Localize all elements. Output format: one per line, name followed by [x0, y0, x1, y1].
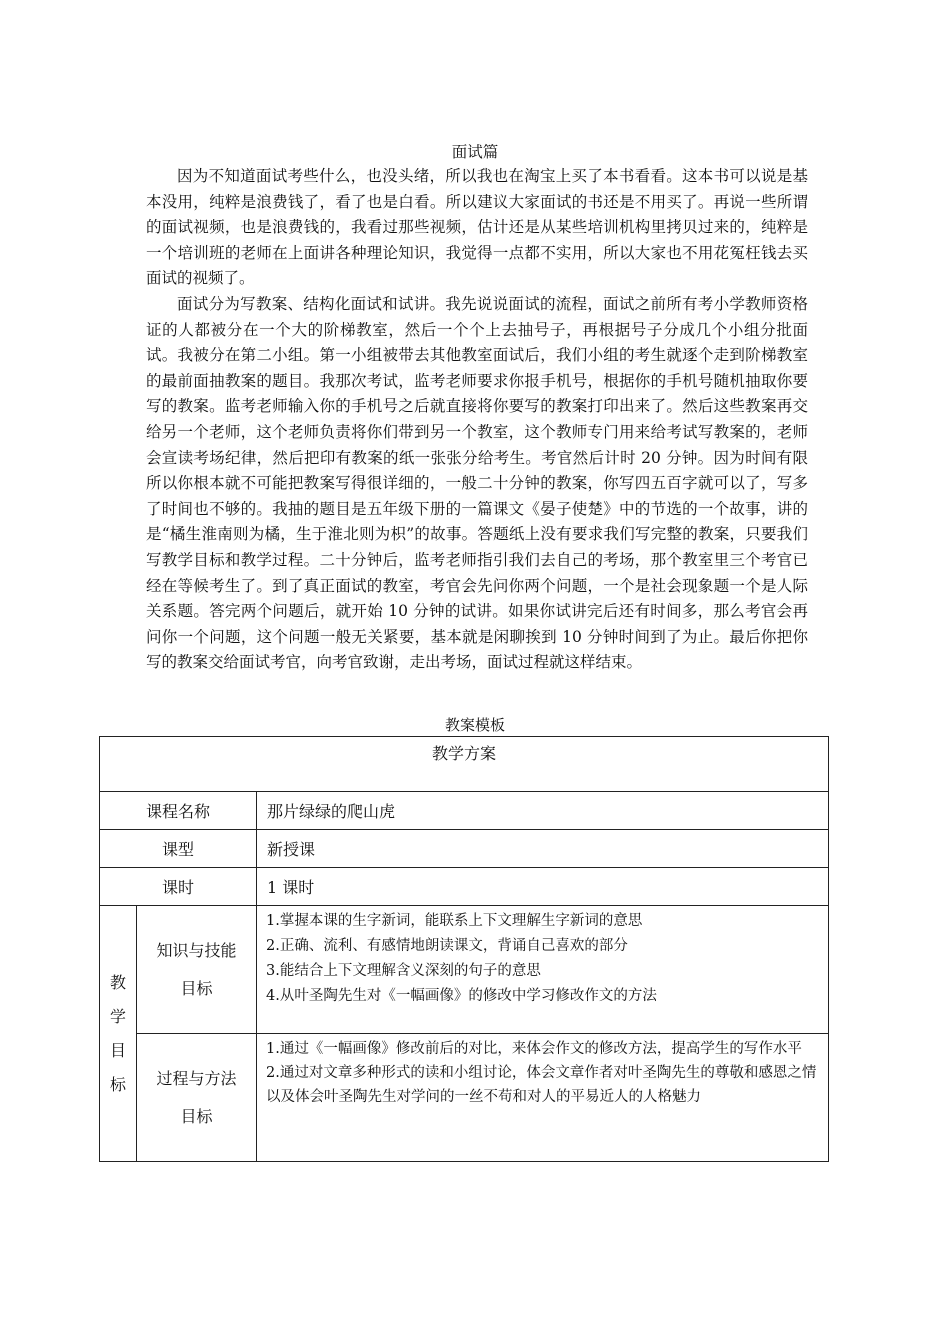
list-item: 2.正确、流利、有感情地朗读课文，背诵自己喜欢的部分 — [266, 938, 628, 954]
table-row — [100, 737, 829, 792]
row-value: 新授课 — [257, 830, 829, 868]
table-caption: 教案模板 — [444, 716, 505, 734]
table-row — [100, 906, 829, 1034]
plan-heading: 教学方案 — [100, 737, 829, 792]
list-item: 3.能结合上下文理解含义深刻的句子的意思 — [266, 963, 541, 979]
knowledge-goal-list — [257, 906, 829, 1034]
list-item: 4.从叶圣陶先生对《一幅画像》的修改中学习修改作文的方法 — [266, 988, 657, 1004]
process-goal-list — [257, 1034, 829, 1162]
paragraph: 面试分为写教案、结构化面试和试讲。我先说说面试的流程，面试之前所有考小学教师资格证的人都被分在一个大的阶梯教室，然后一个个上去抽号子，再根据号子分成几个小组分批面试。我被分在第二小组。第一小组被带去其他教室面试后，我们小组的考生就逐个走到阶梯教室的最前面抽教案的题目。我那次考试，监考老师要求你报手机号，根据你的手机号随机抽取你要写的教案。监考老师输入你的手机号之后就直接将你要写的教案打印出来了。然后这些教案再交给另一个老师，这个老师负责将你们带到另一个教室，这个教师专门用来给考试写教案的，老师会宣读考场纪律，然后把印有教案的纸一张张分给考生。考官然后计时 20 分钟。因为时间有限所以你根本就不可能把教案写得很详细的，一般二十分钟的教案，你写四五百字就可以了，写多了时间也不够的。我抽的题目是五年级下册的一篇课文《晏子使楚》中的节选的一个故事，讲的是“橘生淮南则为橘，生于淮北则为枳”的故事。答题纸上没有要求我们写完整的教案，只要我们写教学目标和教学过程。二十分钟后，监考老师指引我们去自己的考场，那个教室里三个考官已经在等候考生了。到了真正面试的教室，考官会先问你两个问题，一个是社会现象题一个是人际关系题。答完两个问题后，就开始 10 分钟的试讲。如果你试讲完后还有时间多，那么考官会再问你一个问题，这个问题一般无关紧要，基本就是闲聊挨到 10 分钟时间到了为止。最后你把你写的教案交给面试考官，向考官致谢，走出考场，面试过程就这样结束。 — [146, 294, 808, 672]
table-row — [100, 792, 829, 830]
paragraph: 因为不知道面试考些什么，也没头绪，所以我也在淘宝上买了本书看看。这本书可以说是基本没用，纯粹是浪费钱了，看了也是白看。所以建议大家面试的书还是不用买了。再说一些所谓的面试视频，也是浪费钱的，我看过那些视频，估计还是从某些培训机构里拷贝过来的，纯粹是一个培训班的老师在上面讲各种理论知识，我觉得一点都不实用，所以大家也不用花冤枉钱去买面试的视频了。 — [146, 167, 808, 288]
row-value: 1 课时 — [257, 868, 829, 906]
list-item: 2.通过对文章多种形式的读和小组讨论，体会文章作者对叶圣陶先生的尊敬和感恩之情以及体会叶圣陶先生对学问的一丝不苟和对人的平易近人的人格魅力 — [266, 1065, 817, 1105]
row-label: 课型 — [100, 830, 257, 868]
list-item: 1.掌握本课的生字新词，能联系上下文理解生字新词的意思 — [266, 913, 643, 929]
knowledge-goal-label: 知识与技能 目标 — [137, 906, 257, 1034]
page-title: 面试篇 — [451, 143, 499, 161]
lesson-plan-table — [99, 736, 829, 1162]
table-row — [100, 868, 829, 906]
table-row — [100, 1034, 829, 1162]
goals-label: 教 学 目 标 — [100, 906, 137, 1162]
process-goal-label: 过程与方法 目标 — [137, 1034, 257, 1162]
table-row — [100, 830, 829, 868]
list-item: 1.通过《一幅画像》修改前后的对比，来体会作文的修改方法，提高学生的写作水平 — [266, 1041, 802, 1057]
row-value: 那片绿绿的爬山虎 — [257, 792, 829, 830]
row-label: 课程名称 — [100, 792, 257, 830]
article-body — [146, 164, 808, 676]
row-label: 课时 — [100, 868, 257, 906]
